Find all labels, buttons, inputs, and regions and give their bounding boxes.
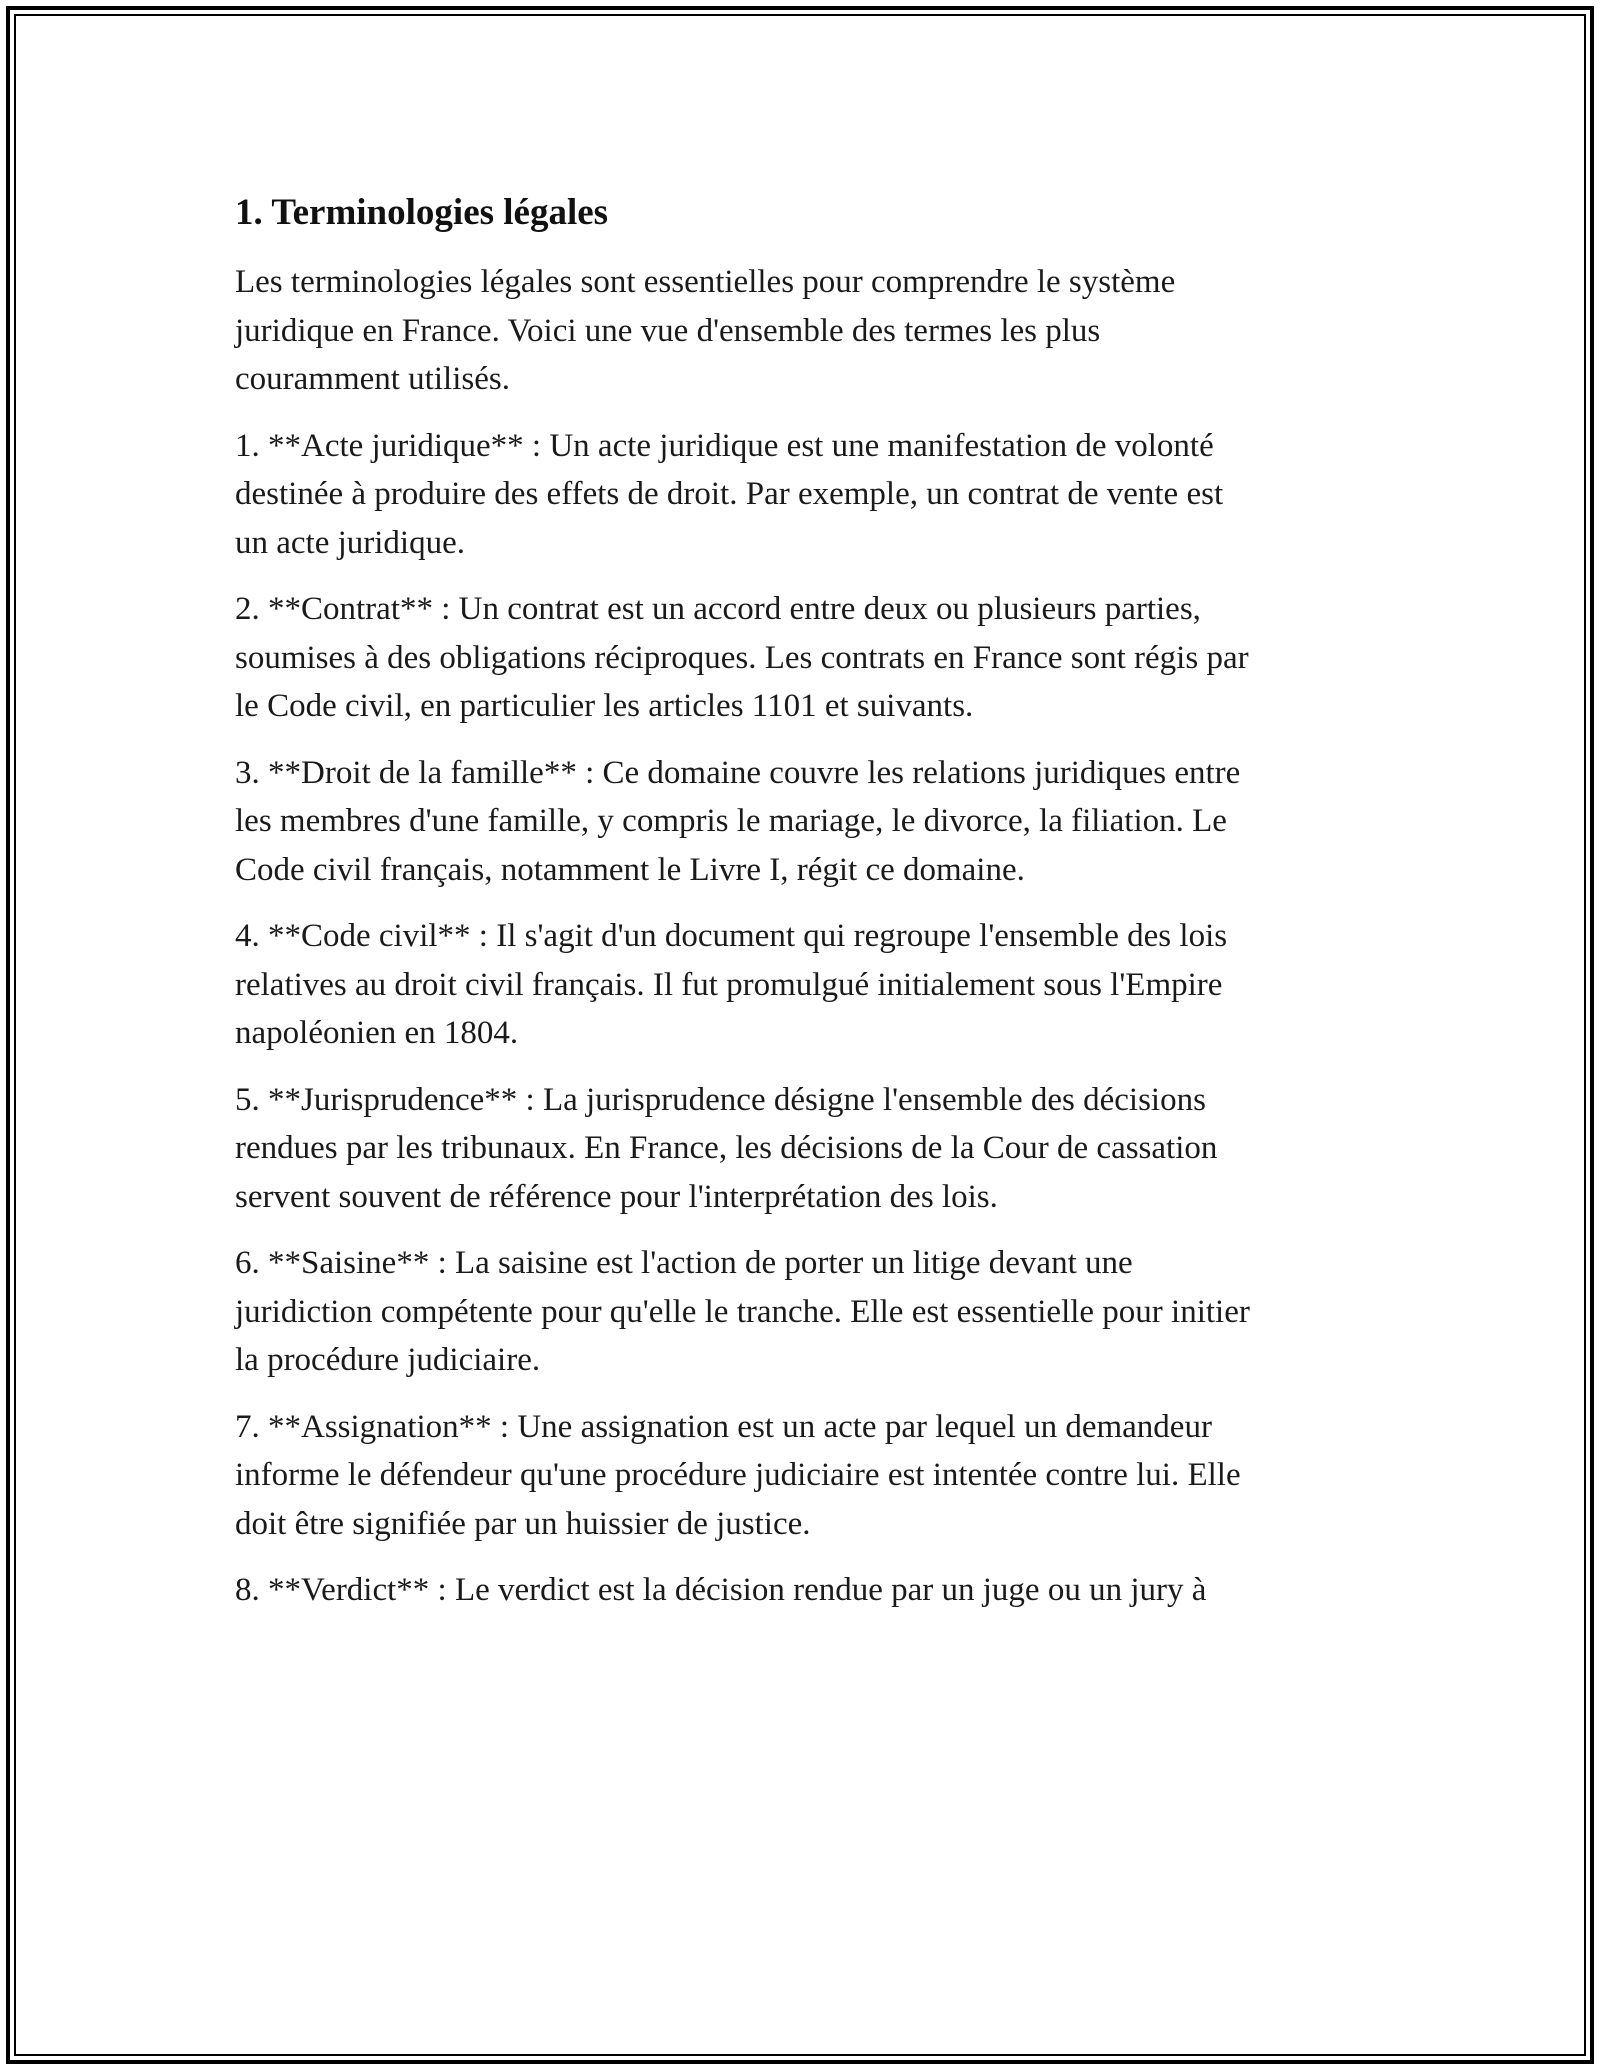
term-verdict: 8. **Verdict** : Le verdict est la décision rendue par un juge ou un jury à <box>235 1572 1207 1608</box>
term-contrat: 2. **Contrat** : Un contrat est un accord entre deux ou plusieurs parties, soumises à des obligations réciproques. Les contrats en France sont régis par le Code civil, en particulier les articles 1101 et suivants. <box>235 591 1249 724</box>
term-code-civil: 4. **Code civil** : Il s'agit d'un document qui regroupe l'ensemble des lois relatives au droit civil français. Il fut promulgué initialement sous l'Empire napoléonien en 1804. <box>235 918 1228 1051</box>
term-droit-de-la-famille: 3. **Droit de la famille** : Ce domaine couvre les relations juridiques entre les membres d'une famille, y compris le mariage, le divorce, la filiation. Le Code civil français, notamment le Livre I, régit ce domaine. <box>235 754 1241 888</box>
term-saisine: 6. **Saisine** : La saisine est l'action de porter un litige devant une juridiction compétente pour qu'elle le tranche. Elle est essentielle pour initier la procédure judiciaire. <box>235 1245 1250 1378</box>
term-jurisprudence: 5. **Jurisprudence** : La jurisprudence désigne l'ensemble des décisions rendues par les tribunaux. En France, les décisions de la Cour de cassation servent souvent de référence pour l'interprétation des lois. <box>235 1081 1218 1215</box>
term-assignation: 7. **Assignation** : Une assignation est un acte par lequel un demandeur informe le défendeur qu'une procédure judiciaire est intentée contre lui. Elle doit être signifiée par un huissier de justice. <box>235 1408 1241 1542</box>
section-heading: 1. Terminologies légales <box>235 192 609 233</box>
term-acte-juridique: 1. **Acte juridique** : Un acte juridique est une manifestation de volonté destinée à produire des effets de droit. Par exemple, un contrat de vente est un acte juridique. <box>235 427 1224 561</box>
document-body <box>235 186 1385 1615</box>
intro-paragraph: Les terminologies légales sont essentielles pour comprendre le système juridique en France. Voici une vue d'ensemble des termes les plus couramment utilisés. <box>235 264 1176 397</box>
